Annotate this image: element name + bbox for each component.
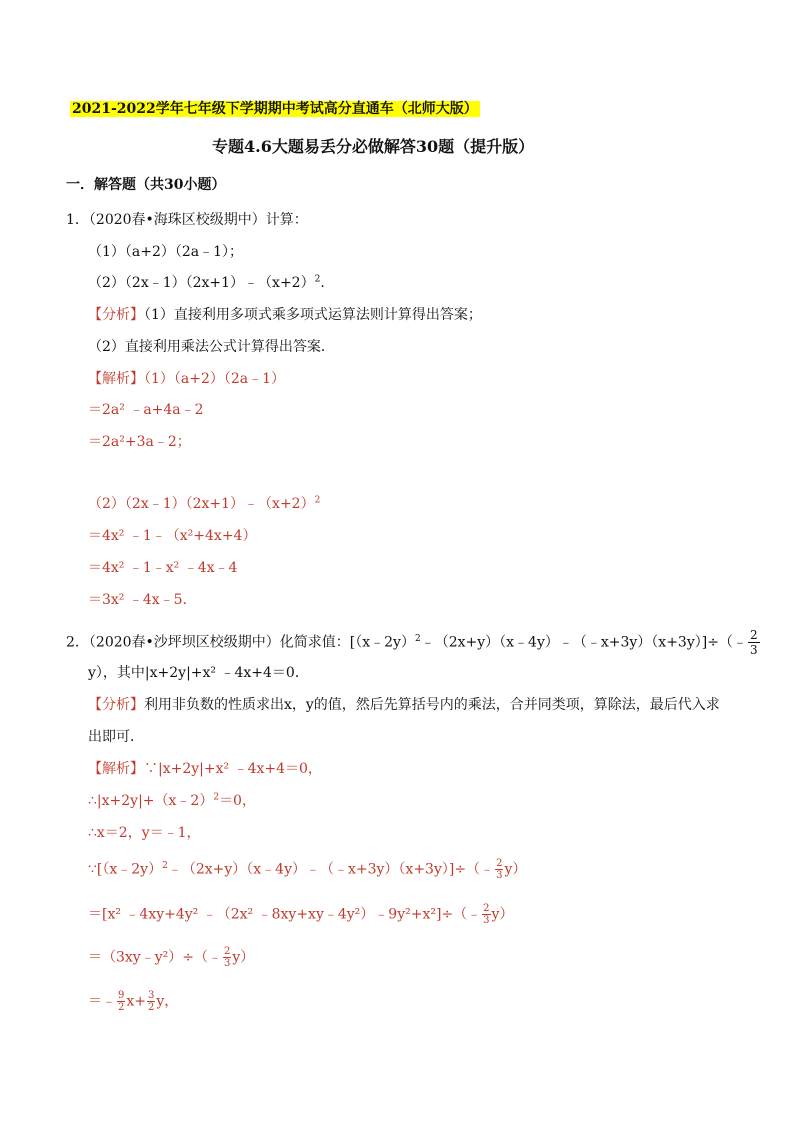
q1-analysis-2: （2）直接利用乘法公式计算得出答案． [88, 339, 335, 355]
q1-solution-1: 【解析】（1）（a+2）（2a﹣1） [88, 371, 286, 387]
q2-stem: 2．（2020春•沙坪坝区校级期中）化简求值：[（x﹣2y）$^2$﹣（2x+y）（x﹣4y）﹣（﹣x+3y）（x+3y）]÷（﹣ $\frac{2}{3}$ [66, 628, 758, 657]
q1-stem: 1．（2020春•海珠区校级期中）计算： [66, 212, 308, 228]
q2-solution-7: ＝﹣ $\frac{9}{2}$ x+ $\frac{3}{2}$ y， [88, 990, 179, 1013]
section-heading: 一．解答题（共30小题） [66, 177, 226, 193]
fraction: $\frac{2}{3}$ [749, 628, 758, 657]
q1-solution-4: $(2)(2x﹣1)(2x+1)﹣(x+2)^2$ [88, 495, 321, 512]
q1-solution-7: ＝3x² ﹣4x﹣5． [88, 592, 197, 608]
fraction: $\frac{2}{3}$ [496, 858, 503, 881]
q2-solution-2: ∴|x+2y|+（x﹣2）$^2$＝0， [88, 792, 256, 809]
series-banner [70, 100, 480, 118]
q2-solution-6: ＝（3xy﹣y²）÷（﹣ $\frac{2}{3}$ y） [88, 946, 255, 969]
solution-tag: 【解析】 [88, 371, 144, 387]
q1-solution-2: ＝2a² ﹣a+4a﹣2 [88, 402, 204, 418]
q2-stem-line2: y），其中|x+2y|+x² ﹣4x+4＝0． [88, 665, 309, 681]
q1-part1: （1）（a+2）（2a﹣1）； [88, 244, 244, 260]
fraction: $\frac{9}{2}$ [118, 990, 125, 1013]
analysis-tag: 【分析】 [88, 697, 144, 713]
fraction: $\frac{2}{3}$ [223, 946, 231, 969]
q1-solution-3: ＝2a²+3a﹣2； [88, 434, 191, 450]
fraction: $\frac{2}{3}$ [483, 903, 490, 926]
q1-part2: $(2)(2x﹣1)(2x+1)﹣(x+2)^2$. [88, 274, 325, 291]
q2-analysis-1: 【分析】利用非负数的性质求出x，y的值，然后先算括号内的乘法，合并同类项，算除法，最后代入求 [88, 697, 720, 713]
q1-solution-6: ＝4x² ﹣1﹣x² ﹣4x﹣4 [88, 560, 238, 576]
fraction: $\frac{3}{2}$ [148, 990, 155, 1013]
solution-tag: 【解析】 [88, 761, 144, 777]
q1-analysis-1: 【分析】（1）直接利用多项式乘多项式运算法则计算得出答案； [88, 307, 482, 323]
series-highlight: 2021-2022学年七年级下学期期中考试高分直通车（北师大版） [72, 101, 478, 117]
q2-solution-3: ∴x＝2，y＝﹣1， [88, 825, 201, 841]
q1-solution-5: ＝4x² ﹣1﹣（x²+4x+4） [88, 528, 257, 544]
page-title: 专题4.6大题易丢分必做解答30题（提升版） [212, 137, 535, 156]
q2-analysis-2: 出即可． [88, 729, 144, 745]
q2-solution-4: ∵[（x﹣2y）$^2$﹣（2x+y）（x﹣4y）﹣（﹣x+3y）（x+3y）]÷（﹣ $\frac{2}{3}$ y） [88, 858, 527, 881]
q2-solution-1: 【解析】∵|x+2y|+x² ﹣4x+4＝0， [88, 761, 322, 777]
q2-solution-5: ＝[x² ﹣4xy+4y² ﹣（2x² ﹣8xy+xy﹣4y²）﹣9y²+x²]÷（﹣ $\frac{2}{3}$ y） [88, 903, 514, 926]
analysis-tag: 【分析】 [88, 307, 144, 323]
